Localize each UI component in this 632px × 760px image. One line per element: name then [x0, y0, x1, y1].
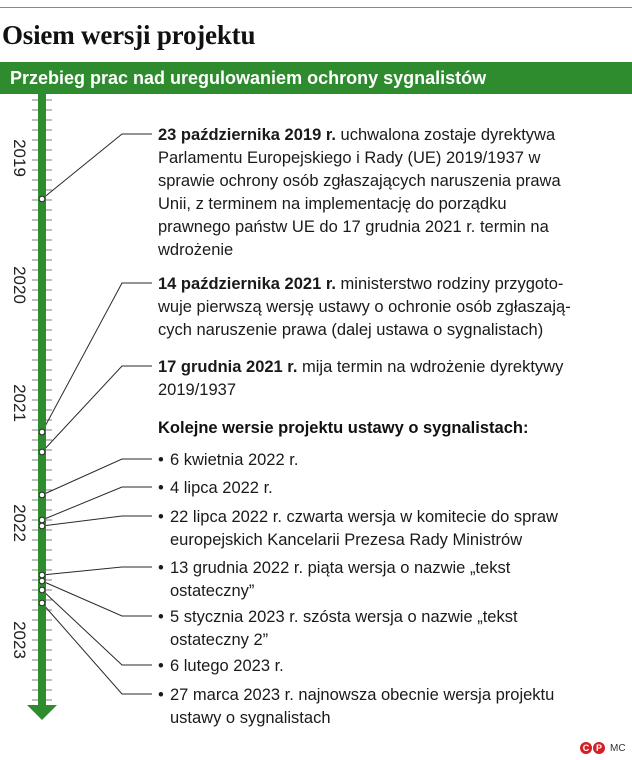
version-text: 5 stycznia 2023 r. szósta wersja o nazwie „tekst	[170, 608, 518, 626]
version-item	[158, 557, 620, 603]
version-item	[158, 655, 620, 678]
event-dot	[39, 572, 45, 578]
copyright-c-logo: C	[580, 742, 592, 754]
event-entry	[158, 124, 620, 262]
year-label-2020: 2020	[10, 266, 29, 304]
event-text-line: wuje pierwszą wersję ustawy o ochronie osób zgłaszają-	[158, 298, 571, 316]
version-text: ostateczny”	[170, 582, 255, 600]
version-text: 4 lipca 2022 r.	[170, 479, 273, 497]
year-label-2021: 2021	[10, 384, 29, 422]
version-text: 13 grudnia 2022 r. piąta wersja o nazwie „tekst	[170, 559, 511, 577]
version-text: 6 kwietnia 2022 r.	[170, 451, 299, 469]
event-text-line: prawnego państw UE do 17 grudnia 2021 r. termin na	[158, 218, 549, 236]
event-date: 23 października 2019 r.	[158, 126, 336, 144]
event-dot	[39, 578, 45, 584]
event-text-line: cych naruszenie prawa (dalej ustawa o sygnalistach)	[158, 321, 544, 339]
version-text: ostateczny 2”	[170, 631, 269, 649]
footer-credit	[580, 740, 626, 756]
event-text-line: uchwalona zostaje dyrektywa	[335, 126, 556, 144]
connector-line	[42, 459, 152, 495]
connector-line	[42, 283, 152, 432]
connector-lines	[42, 134, 152, 694]
event-dot	[39, 429, 45, 435]
event-text-line: Parlamentu Europejskiego i Rady (UE) 2019/1937 w	[158, 149, 541, 167]
event-text-line: Unii, z terminem na implementację do porządku	[158, 195, 507, 213]
connector-line	[42, 366, 152, 452]
page-title: Osiem wersji projektu	[2, 20, 256, 50]
event-entry	[158, 273, 620, 342]
bullet-marker: •	[158, 508, 164, 526]
year-label-2023: 2023	[10, 621, 29, 659]
event-dot	[39, 517, 45, 523]
event-dot	[39, 587, 45, 593]
event-dot	[39, 600, 45, 606]
event-dot	[39, 523, 45, 529]
bullet-marker: •	[158, 657, 164, 675]
event-dot	[39, 449, 45, 455]
version-item	[158, 684, 620, 730]
year-label-2022: 2022	[10, 504, 29, 542]
bullet-marker: •	[158, 479, 164, 497]
connector-line	[42, 487, 152, 520]
timeline-axis	[38, 94, 46, 706]
timeline-arrow-head	[27, 705, 57, 720]
event-text-line: mija termin na wdrożenie dyrektywy	[297, 358, 564, 376]
version-text: 6 lutego 2023 r.	[170, 657, 284, 675]
version-text: 27 marca 2023 r. najnowsza obecnie wersja projektu	[170, 686, 555, 704]
event-dot	[39, 196, 45, 202]
connector-line	[42, 516, 152, 526]
event-text-line: sprawie ochrony osób zgłaszających naruszenia prawa	[158, 172, 561, 190]
bullet-marker: •	[158, 451, 164, 469]
connector-line	[42, 603, 152, 694]
versions-heading: Kolejne wersie projektu ustawy o sygnalistach:	[158, 419, 529, 437]
event-dot	[39, 492, 45, 498]
connector-line	[42, 581, 152, 616]
version-item	[158, 506, 620, 552]
event-date: 17 grudnia 2021 r.	[158, 358, 298, 376]
version-text: ustawy o sygnalistach	[170, 709, 331, 727]
version-item	[158, 477, 620, 500]
event-text-line: 2019/1937	[158, 381, 236, 399]
version-item	[158, 449, 620, 472]
author-initials: MC	[610, 742, 626, 754]
connector-line	[42, 134, 152, 199]
event-text-line: ministerstwo rodziny przygoto-	[335, 275, 564, 293]
bullet-marker: •	[158, 559, 164, 577]
bullet-marker: •	[158, 686, 164, 704]
event-date: 14 października 2021 r.	[158, 275, 336, 293]
connector-line	[42, 590, 152, 665]
copyright-p-logo: P	[593, 742, 605, 754]
version-item	[158, 606, 620, 652]
bullet-marker: •	[158, 608, 164, 626]
year-label-2019: 2019	[10, 139, 29, 177]
subtitle-bar: Przebieg prac nad uregulowaniem ochrony sygnalistów	[0, 62, 632, 94]
connector-line	[42, 567, 152, 575]
event-entry	[158, 356, 620, 402]
event-text-line: wdrożenie	[158, 241, 234, 259]
version-text: 22 lipca 2022 r. czwarta wersja w komitecie do spraw	[170, 508, 558, 526]
version-text: europejskich Kancelarii Prezesa Rady Ministrów	[170, 531, 523, 549]
